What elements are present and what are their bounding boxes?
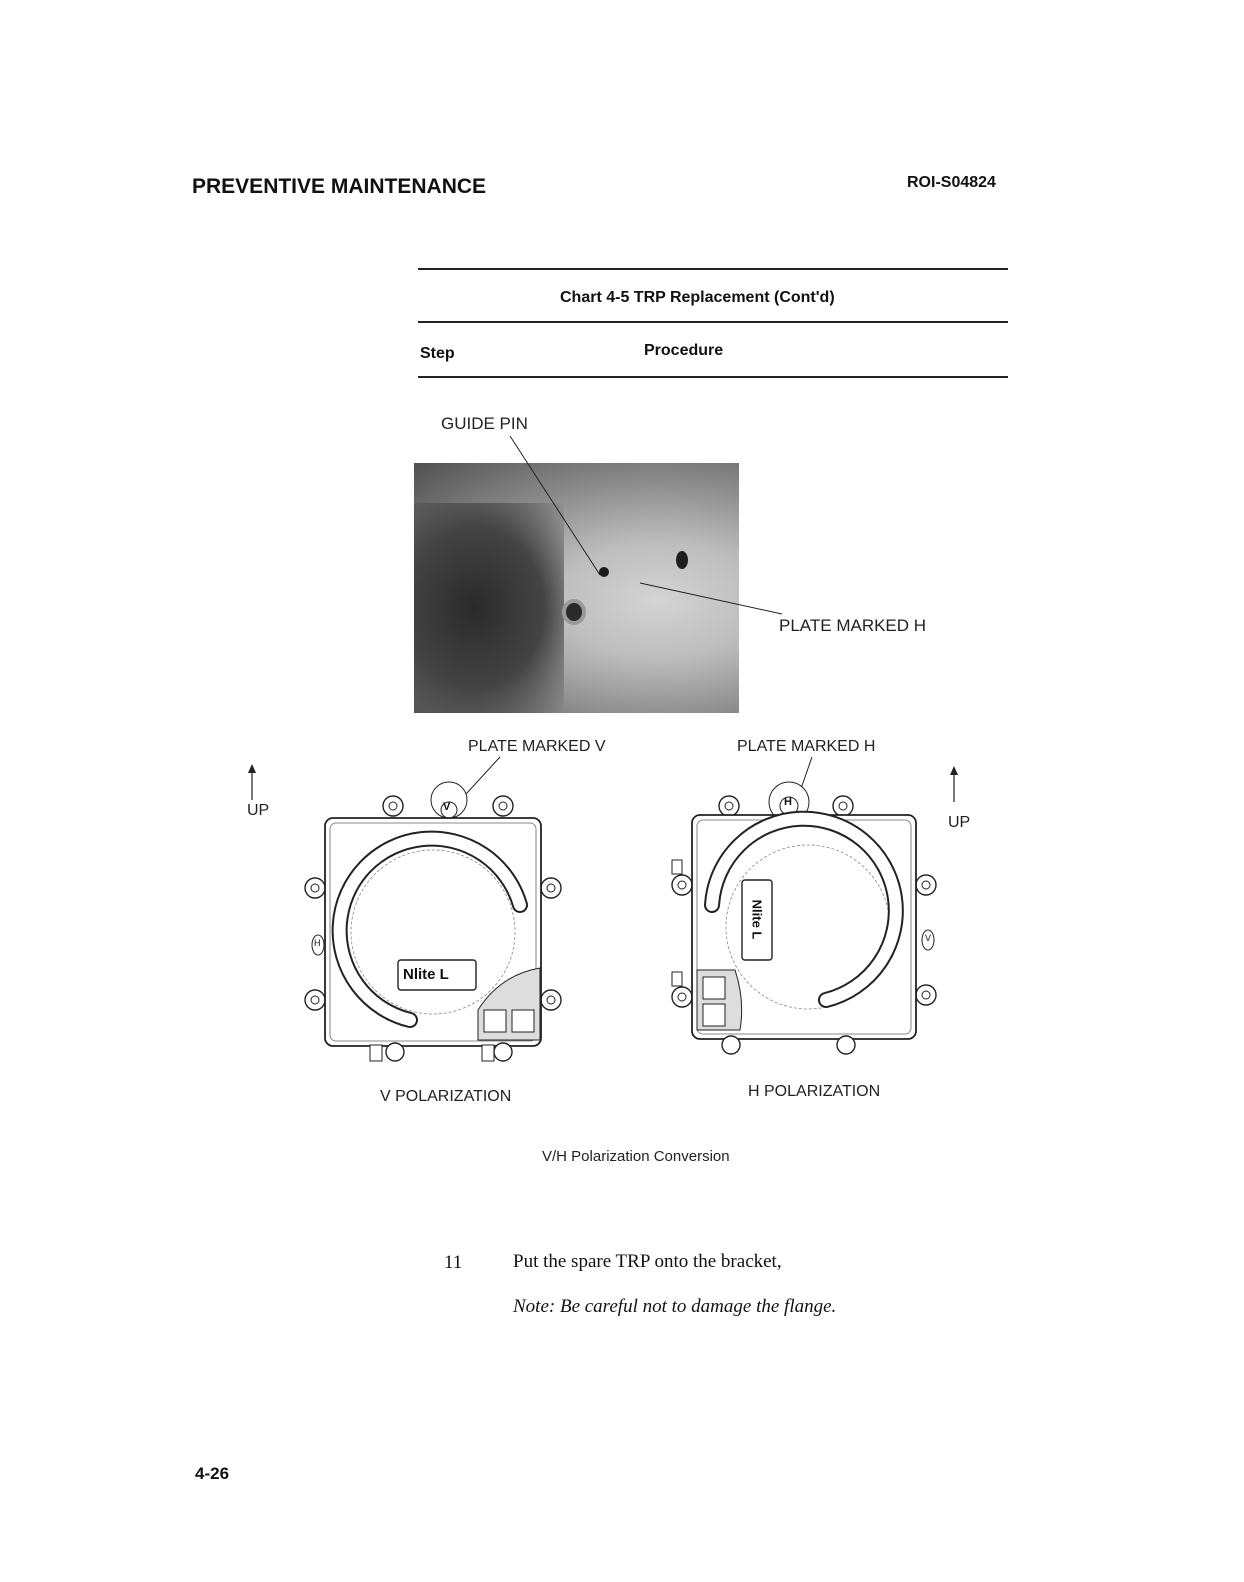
figure-caption: V/H Polarization Conversion	[542, 1148, 730, 1165]
up-label-right: UP	[948, 814, 971, 831]
plate-v-letter: V	[443, 801, 451, 813]
plate-h-photo-label: PLATE MARKED H	[779, 616, 927, 635]
section-title: PREVENTIVE MAINTENANCE	[192, 175, 487, 198]
v-polarization-caption: V POLARIZATION	[380, 1088, 512, 1105]
plate-h-letter: H	[784, 796, 792, 808]
chart-title: Chart 4-5 TRP Replacement (Cont'd)	[560, 289, 835, 306]
column-header-step: Step	[420, 345, 455, 362]
guide-pin-label: GUIDE PIN	[441, 414, 528, 433]
step-note: Note: Be careful not to damage the flange.	[513, 1296, 837, 1317]
page-number: 4-26	[195, 1464, 230, 1483]
plate-h-label: PLATE MARKED H	[737, 738, 876, 755]
up-label-left: UP	[247, 802, 270, 819]
h-polarization-caption: H POLARIZATION	[748, 1083, 881, 1100]
step-number: 11	[444, 1252, 463, 1273]
column-header-procedure: Procedure	[644, 342, 724, 359]
brand-badge-right: Nlite L	[749, 899, 765, 940]
side-plate-v-letter: V	[925, 933, 932, 943]
brand-badge-left: Nlite L	[403, 966, 449, 983]
side-plate-h-letter: H	[314, 938, 321, 948]
plate-v-label: PLATE MARKED V	[468, 738, 606, 755]
step-text: Put the spare TRP onto the bracket,	[513, 1251, 782, 1272]
document-id: ROI-S04824	[907, 174, 996, 191]
